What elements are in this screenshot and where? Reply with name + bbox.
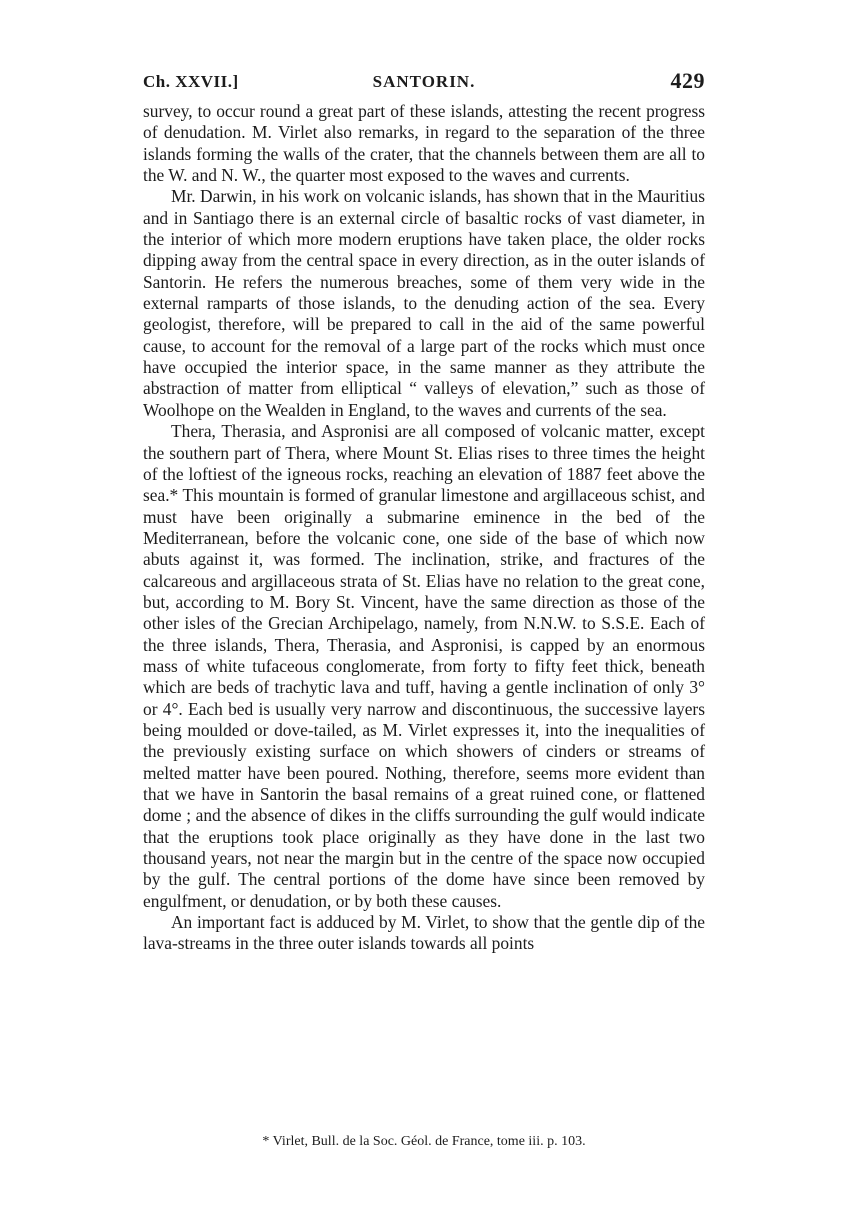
running-title: SANTORIN. — [372, 72, 476, 91]
paragraph-darwin: Mr. Darwin, in his work on volcanic islands, has shown that in the Mauritius and in Santiago there is an external circle of basaltic rocks of vast diameter, in the interior of which more modern eruptions have taken place, the older rocks dipping away from the central space in every direction, as in the outer islands of Santorin. He refers the numerous breaches, some of them very wide in the external ramparts of those islands, to the denuding action of the sea. Every geologist, therefore, will be prepared to call in the aid of the same powerful cause, to account for the removal of a large part of the rocks which must once have occupied the interior space, in the same manner as they attribute the abstraction of matter from elliptical “ valleys of elevation,” such as those of Woolhope on the Wealden in England, to the waves and currents of the sea. — [143, 186, 705, 420]
footnote: * Virlet, Bull. de la Soc. Géol. de France, tome iii. p. 103. — [262, 1134, 586, 1149]
paragraph-thera: Thera, Therasia, and Aspronisi are all composed of volcanic matter, except the southern part of Thera, where Mount St. Elias rises to three times the height of the loftiest of the igneous rocks, reaching an elevation of 1887 feet above the sea.* This mountain is formed of granular limestone and argillaceous schist, and must have been originally a submarine eminence in the bed of the Mediterranean, before the volcanic cone, one side of the base of which now abuts against it, was formed. The inclination, strike, and fractures of the calcareous and argillaceous strata of St. Elias have no relation to the great cone, but, according to M. Bory St. Vincent, have the same direction as those of the other isles of the Grecian Archipelago, namely, from N.N.W. to S.S.E. Each of the three islands, Thera, Therasia, and Aspronisi, is capped by an enormous mass of white tufaceous conglomerate, from forty to fifty feet thick, beneath which are beds of trachytic lava and tuff, having a gentle inclination of only 3° or 4°. Each bed is usually very narrow and discontinuous, the successive layers being moulded or dove-tailed, as M. Virlet expresses it, into the inequalities of the previously existing surface on which showers of cinders or streams of melted matter have been poured. Nothing, therefore, seems more evident than that we have in Santorin the basal remains of a great ruined cone, or flattened dome ; and the absence of dikes in the cliffs surrounding the gulf would indicate that the eruptions took place originally as they have done in the last two thousand years, not near the margin but in the centre of the space now occupied by the gulf. The central portions of the dome have since been removed by engulfment, or denudation, or by both these causes. — [143, 421, 705, 911]
running-head — [143, 70, 705, 96]
chapter-label: Ch. XXVII.] — [143, 72, 239, 91]
paragraph-virlet: An important fact is adduced by M. Virlet, to show that the gentle dip of the lava-streams in the three outer islands towards all points — [143, 912, 705, 954]
paragraph-continuation: survey, to occur round a great part of these islands, attesting the recent progress of denudation. M. Virlet also remarks, in regard to the separation of the three islands forming the walls of the crater, that the channels between them are all to the W. and N. W., the quarter most exposed to the waves and currents. — [143, 101, 705, 186]
page-number: 429 — [670, 68, 705, 93]
body-text — [143, 101, 705, 955]
